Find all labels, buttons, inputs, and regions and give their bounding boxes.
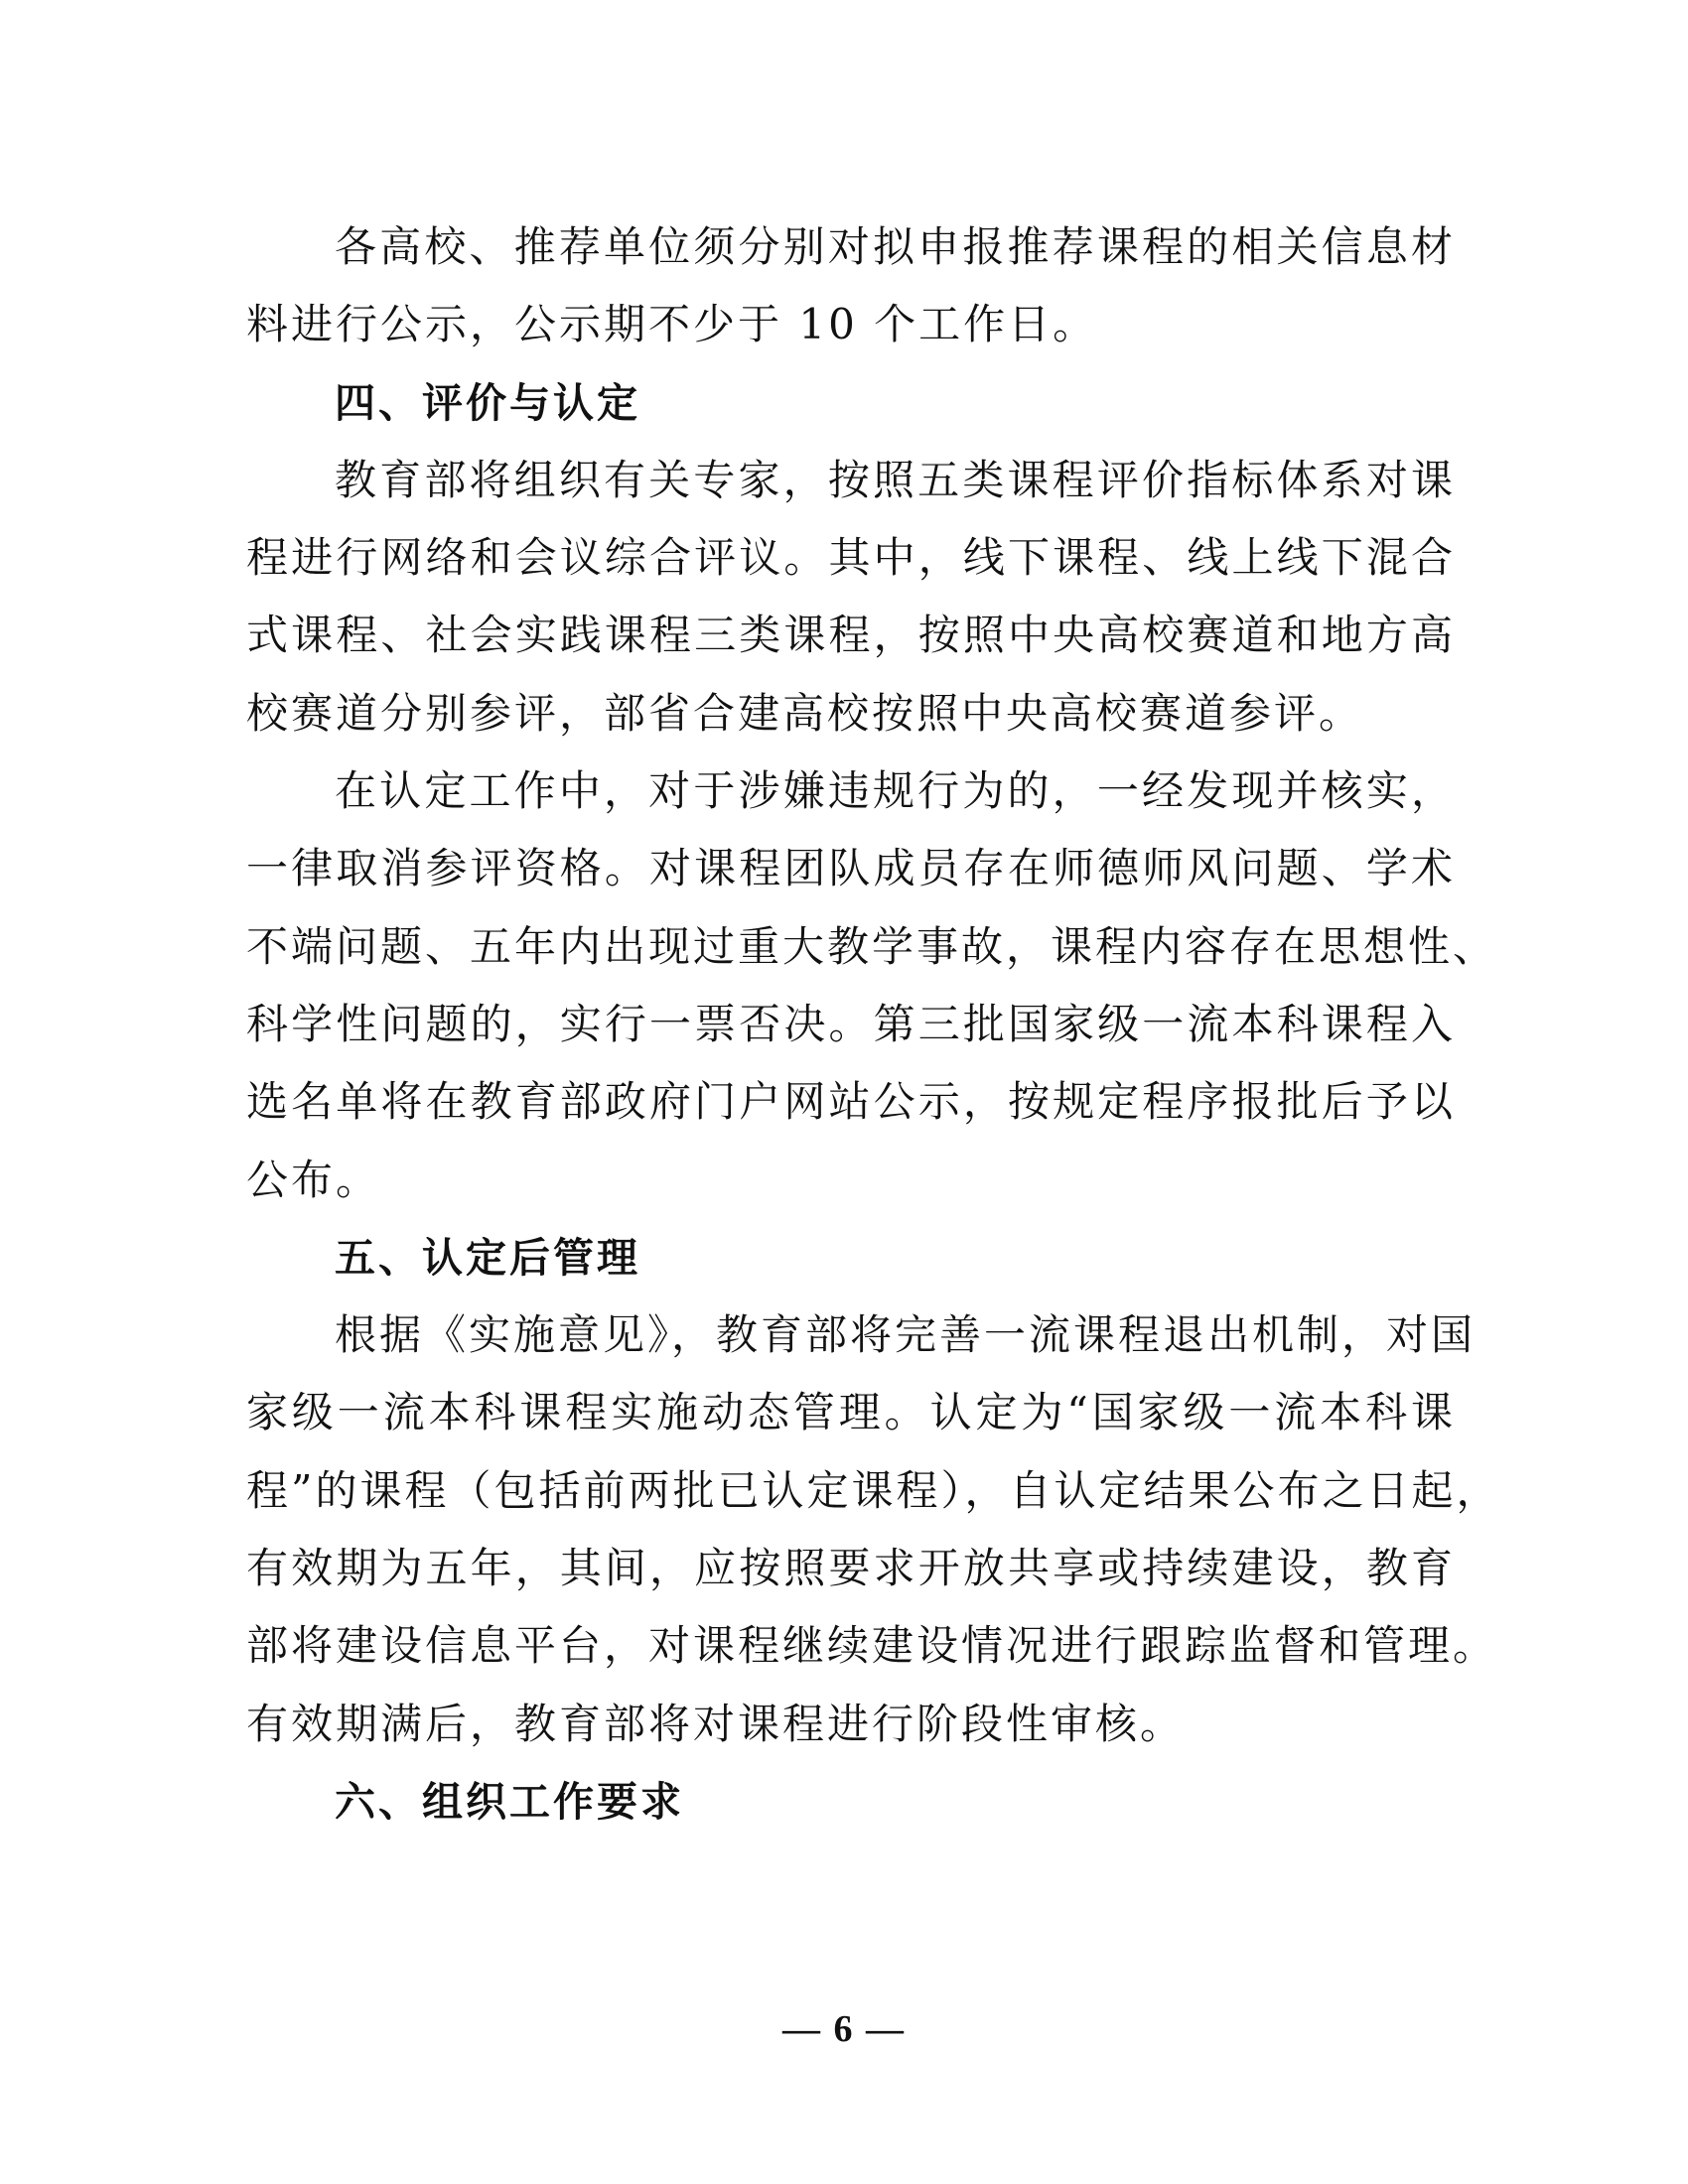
- text-line: 校赛道分别参评，部省合建高校按照中央高校赛道参评。: [246, 688, 1364, 738]
- section-heading: [246, 364, 1456, 442]
- text-line: 部将建设信息平台，对课程继续建设情况进行跟踪监督和管理。: [246, 1621, 1498, 1671]
- text-line: 选名单将在教育部政府门户网站公示，按规定程序报批后予以: [246, 1077, 1456, 1127]
- text-line: 料进行公示，公示期不少于 10 个工作日。: [246, 300, 1098, 349]
- text-line: 程进行网络和会议综合评议。其中，线下课程、线上线下混合: [246, 533, 1456, 583]
- text-line: 不端问题、五年内出现过重大教学事故，课程内容存在思想性、: [246, 921, 1498, 971]
- text-line: 根据《实施意见》，教育部将完善一流课程退出机制，对国: [335, 1310, 1477, 1360]
- document-body: [246, 208, 1501, 1841]
- text-line: 家级一流本科课程实施动态管理。认定为“国家级一流本科课: [246, 1388, 1456, 1437]
- text-line: 一律取消参评资格。对课程团队成员存在师德师风问题、学术: [246, 844, 1456, 893]
- paragraph: [246, 442, 1456, 752]
- text-line: 教育部将组织有关专家，按照五类课程评价指标体系对课: [335, 455, 1456, 504]
- paragraph: [246, 752, 1498, 1219]
- text-line: 在认定工作中，对于涉嫌违规行为的，一经发现并核实，: [335, 766, 1456, 816]
- heading-text: 六、组织工作要求: [335, 1777, 684, 1826]
- text-line: 有效期满后，教育部将对课程进行阶段性审核。: [246, 1699, 1186, 1748]
- text-line: 各高校、推荐单位须分别对拟申报推荐课程的相关信息材: [335, 222, 1456, 271]
- text-line: 程”的课程（包括前两批已认定课程），自认定结果公布之日起，: [246, 1465, 1501, 1515]
- paragraph: [246, 1297, 1501, 1763]
- text-line: 公布。: [246, 1155, 381, 1204]
- page-number: — 6 —: [782, 2008, 906, 2050]
- heading-text: 五、认定后管理: [335, 1233, 640, 1282]
- heading-text: 四、评价与认定: [335, 378, 640, 427]
- paragraph: [246, 208, 1456, 364]
- text-line: 科学性问题的，实行一票否决。第三批国家级一流本科课程入: [246, 999, 1456, 1048]
- section-heading: [246, 1219, 1456, 1297]
- text-line: 有效期为五年，其间，应按照要求开放共享或持续建设，教育: [246, 1544, 1456, 1593]
- text-line: 式课程、社会实践课程三类课程，按照中央高校赛道和地方高: [246, 611, 1456, 660]
- section-heading: [246, 1763, 1456, 1841]
